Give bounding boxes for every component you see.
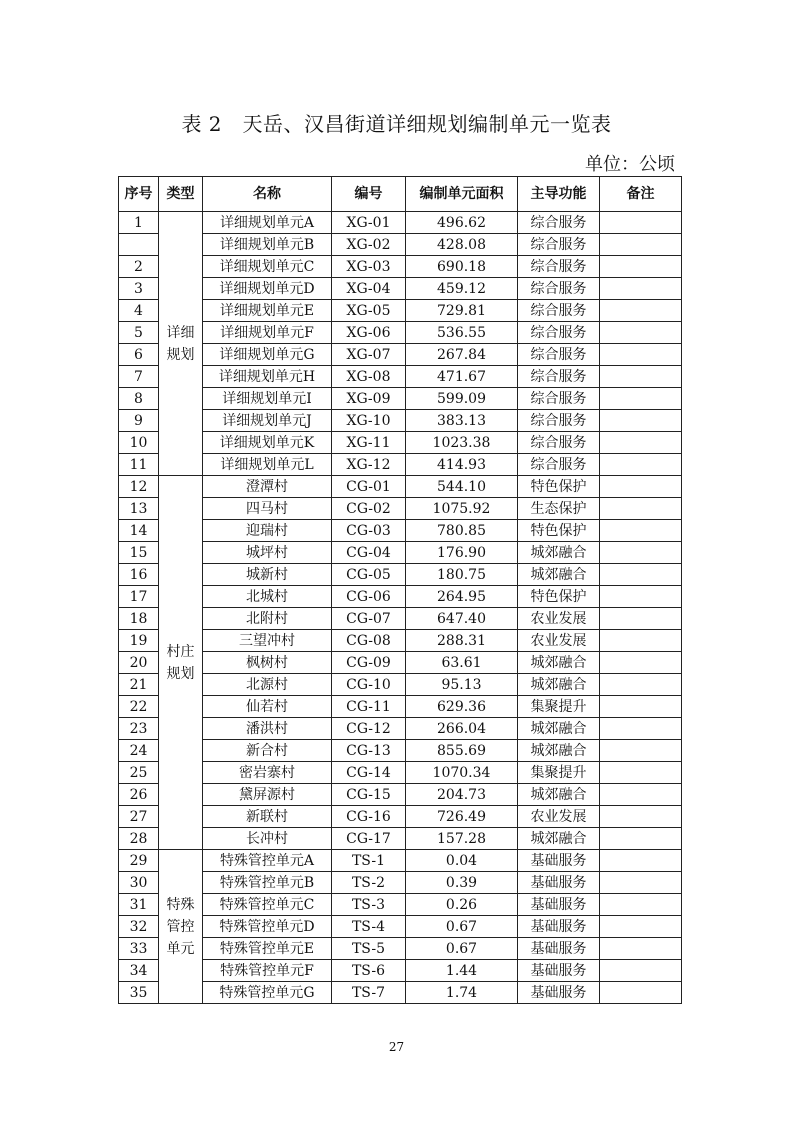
table-row — [119, 938, 682, 960]
cell-code: TS-5 — [332, 938, 406, 960]
cell-name: 北城村 — [203, 586, 332, 608]
table-row — [119, 300, 682, 322]
cell-seq: 15 — [119, 542, 159, 564]
cell-note — [600, 344, 682, 366]
cell-function: 综合服务 — [518, 344, 600, 366]
cell-function: 基础服务 — [518, 960, 600, 982]
cell-area: 629.36 — [406, 696, 518, 718]
cell-seq: 22 — [119, 696, 159, 718]
cell-note — [600, 696, 682, 718]
cell-seq: 10 — [119, 432, 159, 454]
cell-seq: 24 — [119, 740, 159, 762]
cell-type — [159, 212, 203, 476]
table-title: 表 2 天岳、汉昌街道详细规划编制单元一览表 — [181, 112, 612, 136]
cell-code: CG-17 — [332, 828, 406, 850]
cell-area: 459.12 — [406, 278, 518, 300]
cell-name: 长冲村 — [203, 828, 332, 850]
table-row — [119, 630, 682, 652]
cell-note — [600, 476, 682, 498]
table-row — [119, 520, 682, 542]
cell-code: CG-15 — [332, 784, 406, 806]
cell-seq: 3 — [119, 278, 159, 300]
cell-seq: 14 — [119, 520, 159, 542]
header-name: 名称 — [203, 177, 332, 212]
cell-name: 详细规划单元C — [203, 256, 332, 278]
cell-seq: 18 — [119, 608, 159, 630]
cell-function: 特色保护 — [518, 586, 600, 608]
cell-name: 详细规划单元K — [203, 432, 332, 454]
cell-code: CG-16 — [332, 806, 406, 828]
cell-type — [159, 476, 203, 850]
cell-name: 新合村 — [203, 740, 332, 762]
type-label: 详细规划 — [166, 324, 195, 363]
table-row — [119, 652, 682, 674]
header-seq: 序号 — [119, 177, 159, 212]
table-row — [119, 608, 682, 630]
cell-function: 特色保护 — [518, 476, 600, 498]
cell-function: 农业发展 — [518, 630, 600, 652]
page-number: 27 — [388, 1040, 405, 1054]
table-row — [119, 388, 682, 410]
cell-code: XG-04 — [332, 278, 406, 300]
table-row — [119, 696, 682, 718]
cell-code: XG-09 — [332, 388, 406, 410]
cell-area: 383.13 — [406, 410, 518, 432]
header-note: 备注 — [600, 177, 682, 212]
table-row — [119, 542, 682, 564]
cell-function: 城郊融合 — [518, 718, 600, 740]
cell-note — [600, 938, 682, 960]
cell-note — [600, 806, 682, 828]
cell-name: 城坪村 — [203, 542, 332, 564]
table-row — [119, 850, 682, 872]
cell-name: 详细规划单元H — [203, 366, 332, 388]
cell-code: CG-02 — [332, 498, 406, 520]
cell-function: 特色保护 — [518, 520, 600, 542]
cell-seq: 8 — [119, 388, 159, 410]
cell-function: 集聚提升 — [518, 762, 600, 784]
cell-area: 780.85 — [406, 520, 518, 542]
cell-seq: 28 — [119, 828, 159, 850]
cell-seq: 33 — [119, 938, 159, 960]
cell-function: 城郊融合 — [518, 674, 600, 696]
header-type: 类型 — [159, 177, 203, 212]
cell-name: 特殊管控单元C — [203, 894, 332, 916]
cell-name: 三望冲村 — [203, 630, 332, 652]
cell-name: 详细规划单元G — [203, 344, 332, 366]
cell-area: 95.13 — [406, 674, 518, 696]
cell-note — [600, 960, 682, 982]
table-body — [119, 212, 682, 1004]
cell-seq: 26 — [119, 784, 159, 806]
cell-seq: 1 — [119, 212, 159, 234]
cell-function: 综合服务 — [518, 212, 600, 234]
cell-name: 城新村 — [203, 564, 332, 586]
cell-name: 详细规划单元I — [203, 388, 332, 410]
cell-name: 详细规划单元L — [203, 454, 332, 476]
cell-seq: 2 — [119, 256, 159, 278]
cell-name: 特殊管控单元E — [203, 938, 332, 960]
cell-function: 基础服务 — [518, 894, 600, 916]
table-row — [119, 234, 682, 256]
cell-note — [600, 498, 682, 520]
cell-name: 特殊管控单元B — [203, 872, 332, 894]
cell-note — [600, 278, 682, 300]
cell-code: XG-02 — [332, 234, 406, 256]
cell-name: 四马村 — [203, 498, 332, 520]
table-row — [119, 806, 682, 828]
cell-area: 0.26 — [406, 894, 518, 916]
cell-seq: 25 — [119, 762, 159, 784]
cell-code: XG-10 — [332, 410, 406, 432]
header-area: 编制单元面积 — [406, 177, 518, 212]
cell-code: CG-01 — [332, 476, 406, 498]
table-row — [119, 762, 682, 784]
cell-note — [600, 432, 682, 454]
cell-note — [600, 300, 682, 322]
cell-function: 基础服务 — [518, 982, 600, 1004]
cell-seq: 7 — [119, 366, 159, 388]
cell-area: 264.95 — [406, 586, 518, 608]
cell-function: 综合服务 — [518, 410, 600, 432]
cell-area: 267.84 — [406, 344, 518, 366]
cell-code: TS-3 — [332, 894, 406, 916]
cell-code: CG-10 — [332, 674, 406, 696]
table-row — [119, 674, 682, 696]
cell-name: 潘洪村 — [203, 718, 332, 740]
cell-seq: 9 — [119, 410, 159, 432]
cell-type — [159, 850, 203, 1004]
cell-function: 基础服务 — [518, 872, 600, 894]
cell-seq: 19 — [119, 630, 159, 652]
cell-note — [600, 410, 682, 432]
cell-note — [600, 850, 682, 872]
cell-area: 1023.38 — [406, 432, 518, 454]
cell-function: 集聚提升 — [518, 696, 600, 718]
cell-name: 澄潭村 — [203, 476, 332, 498]
cell-name: 详细规划单元J — [203, 410, 332, 432]
cell-function: 综合服务 — [518, 366, 600, 388]
cell-code: CG-05 — [332, 564, 406, 586]
cell-seq: 21 — [119, 674, 159, 696]
cell-area: 176.90 — [406, 542, 518, 564]
table-row — [119, 828, 682, 850]
cell-name: 特殊管控单元D — [203, 916, 332, 938]
cell-seq: 32 — [119, 916, 159, 938]
header-function: 主导功能 — [518, 177, 600, 212]
cell-name: 详细规划单元E — [203, 300, 332, 322]
table-row — [119, 498, 682, 520]
cell-code: XG-07 — [332, 344, 406, 366]
cell-name: 迎瑞村 — [203, 520, 332, 542]
cell-area: 647.40 — [406, 608, 518, 630]
header-code: 编号 — [332, 177, 406, 212]
table-row — [119, 586, 682, 608]
table-row — [119, 322, 682, 344]
cell-name: 新联村 — [203, 806, 332, 828]
type-label: 村庄规划 — [166, 643, 195, 682]
cell-name: 枫树村 — [203, 652, 332, 674]
cell-area: 536.55 — [406, 322, 518, 344]
cell-code: CG-07 — [332, 608, 406, 630]
table-row — [119, 344, 682, 366]
table-row — [119, 432, 682, 454]
cell-function: 综合服务 — [518, 234, 600, 256]
cell-note — [600, 718, 682, 740]
cell-area: 1.74 — [406, 982, 518, 1004]
cell-note — [600, 652, 682, 674]
cell-function: 综合服务 — [518, 322, 600, 344]
cell-seq: 17 — [119, 586, 159, 608]
cell-function: 综合服务 — [518, 256, 600, 278]
cell-code: TS-2 — [332, 872, 406, 894]
cell-code: XG-03 — [332, 256, 406, 278]
cell-code: TS-1 — [332, 850, 406, 872]
cell-area: 0.67 — [406, 916, 518, 938]
cell-area: 1070.34 — [406, 762, 518, 784]
cell-seq: 6 — [119, 344, 159, 366]
cell-note — [600, 740, 682, 762]
cell-note — [600, 608, 682, 630]
cell-name: 北附村 — [203, 608, 332, 630]
table-row — [119, 916, 682, 938]
cell-seq: 30 — [119, 872, 159, 894]
type-label: 特殊管控单元 — [166, 896, 195, 957]
cell-area: 0.39 — [406, 872, 518, 894]
cell-area: 63.61 — [406, 652, 518, 674]
cell-name: 详细规划单元F — [203, 322, 332, 344]
cell-name: 特殊管控单元F — [203, 960, 332, 982]
cell-function: 综合服务 — [518, 454, 600, 476]
cell-name: 详细规划单元A — [203, 212, 332, 234]
cell-note — [600, 366, 682, 388]
cell-note — [600, 872, 682, 894]
cell-code: XG-01 — [332, 212, 406, 234]
cell-function: 生态保护 — [518, 498, 600, 520]
table-row — [119, 564, 682, 586]
cell-name: 特殊管控单元G — [203, 982, 332, 1004]
unit-label: 单位：公顷 — [585, 154, 675, 175]
cell-area: 428.08 — [406, 234, 518, 256]
table-row — [119, 740, 682, 762]
cell-note — [600, 630, 682, 652]
table-row — [119, 278, 682, 300]
cell-seq: 23 — [119, 718, 159, 740]
cell-function: 城郊融合 — [518, 542, 600, 564]
cell-seq: 11 — [119, 454, 159, 476]
cell-area: 855.69 — [406, 740, 518, 762]
cell-code: CG-14 — [332, 762, 406, 784]
cell-seq: 34 — [119, 960, 159, 982]
cell-code: TS-7 — [332, 982, 406, 1004]
cell-seq: 29 — [119, 850, 159, 872]
cell-area: 157.28 — [406, 828, 518, 850]
cell-area: 471.67 — [406, 366, 518, 388]
cell-name: 特殊管控单元A — [203, 850, 332, 872]
cell-area: 180.75 — [406, 564, 518, 586]
cell-function: 综合服务 — [518, 432, 600, 454]
cell-area: 414.93 — [406, 454, 518, 476]
cell-code: XG-08 — [332, 366, 406, 388]
cell-area: 0.04 — [406, 850, 518, 872]
cell-note — [600, 564, 682, 586]
cell-seq: 12 — [119, 476, 159, 498]
cell-note — [600, 212, 682, 234]
cell-note — [600, 828, 682, 850]
cell-seq: 35 — [119, 982, 159, 1004]
cell-note — [600, 322, 682, 344]
cell-name: 北源村 — [203, 674, 332, 696]
table-row — [119, 212, 682, 234]
cell-function: 城郊融合 — [518, 784, 600, 806]
cell-code: CG-06 — [332, 586, 406, 608]
cell-code: XG-05 — [332, 300, 406, 322]
cell-name: 详细规划单元B — [203, 234, 332, 256]
cell-code: CG-08 — [332, 630, 406, 652]
cell-area: 1.44 — [406, 960, 518, 982]
cell-area: 544.10 — [406, 476, 518, 498]
cell-code: CG-11 — [332, 696, 406, 718]
table-row — [119, 718, 682, 740]
cell-function: 城郊融合 — [518, 652, 600, 674]
table-header-row — [119, 177, 682, 212]
cell-area: 599.09 — [406, 388, 518, 410]
cell-code: XG-12 — [332, 454, 406, 476]
cell-function: 城郊融合 — [518, 564, 600, 586]
cell-function: 综合服务 — [518, 278, 600, 300]
cell-code: XG-06 — [332, 322, 406, 344]
cell-function: 城郊融合 — [518, 828, 600, 850]
cell-note — [600, 586, 682, 608]
table-row — [119, 784, 682, 806]
cell-code: CG-13 — [332, 740, 406, 762]
table-row — [119, 476, 682, 498]
cell-seq: 27 — [119, 806, 159, 828]
cell-seq: 20 — [119, 652, 159, 674]
table-row — [119, 982, 682, 1004]
cell-note — [600, 894, 682, 916]
cell-note — [600, 916, 682, 938]
cell-area: 496.62 — [406, 212, 518, 234]
cell-seq: 31 — [119, 894, 159, 916]
cell-note — [600, 762, 682, 784]
cell-name: 详细规划单元D — [203, 278, 332, 300]
planning-units-table — [118, 176, 682, 1004]
cell-name: 黛屏源村 — [203, 784, 332, 806]
table-row — [119, 366, 682, 388]
cell-name: 密岩寨村 — [203, 762, 332, 784]
table-row — [119, 410, 682, 432]
cell-note — [600, 674, 682, 696]
cell-area: 0.67 — [406, 938, 518, 960]
table-row — [119, 872, 682, 894]
cell-area: 1075.92 — [406, 498, 518, 520]
cell-note — [600, 234, 682, 256]
cell-area: 266.04 — [406, 718, 518, 740]
cell-function: 综合服务 — [518, 388, 600, 410]
cell-function: 基础服务 — [518, 916, 600, 938]
cell-seq — [119, 234, 159, 256]
cell-code: XG-11 — [332, 432, 406, 454]
cell-note — [600, 542, 682, 564]
cell-area: 288.31 — [406, 630, 518, 652]
cell-note — [600, 388, 682, 410]
cell-code: TS-4 — [332, 916, 406, 938]
cell-function: 基础服务 — [518, 850, 600, 872]
cell-function: 城郊融合 — [518, 740, 600, 762]
cell-function: 基础服务 — [518, 938, 600, 960]
cell-function: 综合服务 — [518, 300, 600, 322]
table-row — [119, 256, 682, 278]
cell-note — [600, 784, 682, 806]
cell-note — [600, 520, 682, 542]
cell-seq: 13 — [119, 498, 159, 520]
cell-code: CG-09 — [332, 652, 406, 674]
table-row — [119, 960, 682, 982]
cell-note — [600, 256, 682, 278]
cell-note — [600, 454, 682, 476]
table-row — [119, 894, 682, 916]
cell-area: 690.18 — [406, 256, 518, 278]
cell-note — [600, 982, 682, 1004]
cell-code: CG-03 — [332, 520, 406, 542]
cell-code: TS-6 — [332, 960, 406, 982]
table-row — [119, 454, 682, 476]
cell-name: 仙若村 — [203, 696, 332, 718]
cell-area: 726.49 — [406, 806, 518, 828]
cell-area: 729.81 — [406, 300, 518, 322]
cell-function: 农业发展 — [518, 608, 600, 630]
cell-seq: 4 — [119, 300, 159, 322]
cell-code: CG-04 — [332, 542, 406, 564]
cell-area: 204.73 — [406, 784, 518, 806]
cell-seq: 16 — [119, 564, 159, 586]
cell-seq: 5 — [119, 322, 159, 344]
cell-code: CG-12 — [332, 718, 406, 740]
cell-function: 农业发展 — [518, 806, 600, 828]
